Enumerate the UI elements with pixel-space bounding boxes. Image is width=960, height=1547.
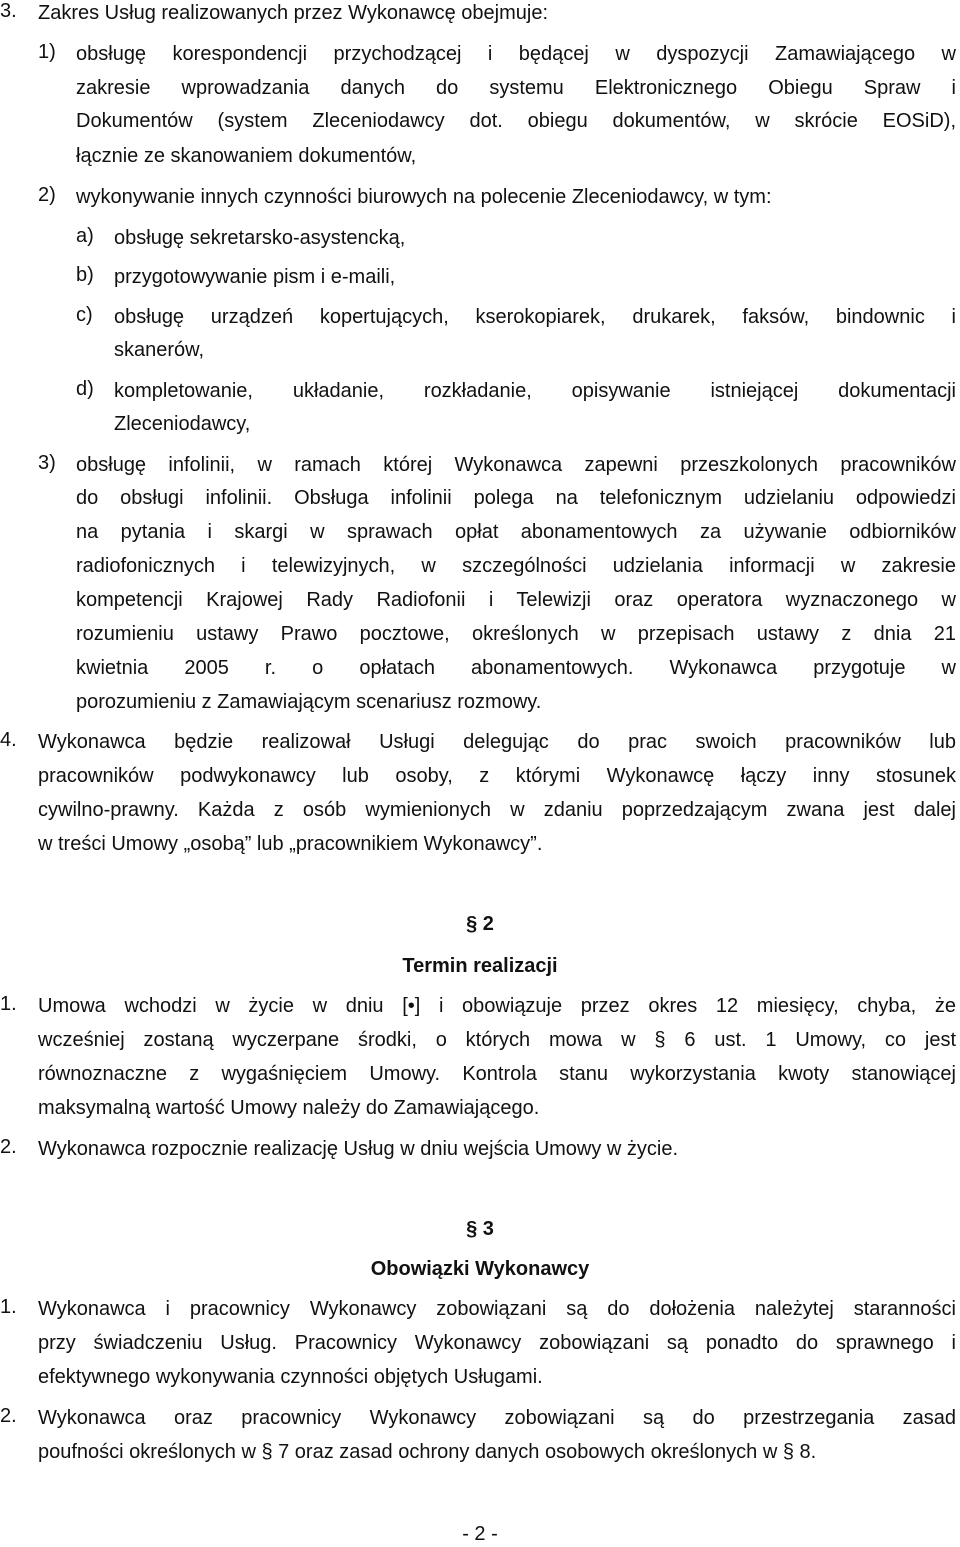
sublist-item: kompletowanie, układanie, rozkładanie, opisywanie istniejącej dokumentacji	[114, 380, 956, 402]
list-item-line: obsługę infolinii, w ramach której Wykonawca zapewni przeszkolonych pracowników	[76, 454, 956, 476]
list-item-line: do obsługi infolinii. Obsługa infolinii polega na telefonicznym udzielaniu odpowiedzi	[76, 487, 956, 509]
sublist-item: Zleceniodawcy,	[114, 413, 251, 435]
paragraph-line: Wykonawca i pracownicy Wykonawcy zobowiązani są do dołożenia należytej staranności	[38, 1298, 956, 1320]
list-item-line: zakresie wprowadzania danych do systemu Elektronicznego Obiegu Spraw i	[76, 77, 956, 99]
page-number: - 2 -	[462, 1523, 498, 1545]
paragraph-number: 3.	[0, 0, 17, 22]
list-item-line: wykonywanie innych czynności biurowych na polecenie Zleceniodawcy, w tym:	[76, 186, 772, 208]
list-item-line: Dokumentów (system Zleceniodawcy dot. obiegu dokumentów, w skrócie EOSiD),	[76, 110, 956, 132]
list-item-line: radiofonicznych i telewizyjnych, w szczególności udzielania informacji w zakresie	[76, 555, 956, 577]
sublist-item: obsługę sekretarsko-asystencką,	[114, 227, 406, 249]
sublist-letter: b)	[76, 264, 94, 286]
paragraph-line: efektywnego wykonywania czynności objętych Usługami.	[38, 1366, 543, 1388]
list-item-line: kwietnia 2005 r. o opłatach abonamentowych. Wykonawca przygotuje w	[76, 657, 956, 679]
paragraph-line: Wykonawca oraz pracownicy Wykonawcy zobowiązani są do przestrzegania zasad	[38, 1407, 956, 1429]
paragraph-line: maksymalną wartość Umowy należy do Zamawiającego.	[38, 1097, 540, 1119]
section-title: Obowiązki Wykonawcy	[370, 1258, 590, 1280]
section-number: § 2	[466, 913, 494, 935]
section-number: § 3	[466, 1218, 494, 1240]
sublist-item: obsługę urządzeń kopertujących, kserokopiarek, drukarek, faksów, bindownic i	[114, 306, 956, 328]
list-item-line: obsługę korespondencji przychodzącej i będącej w dyspozycji Zamawiającego w	[76, 43, 956, 65]
paragraph-line: wcześniej zostaną wyczerpane środki, o których mowa w § 6 ust. 1 Umowy, co jest	[38, 1029, 956, 1051]
list-item-line: łącznie ze skanowaniem dokumentów,	[76, 145, 417, 167]
paragraph-line: poufności określonych w § 7 oraz zasad ochrony danych osobowych określonych w § 8.	[38, 1441, 817, 1463]
paragraph-line: Wykonawca rozpocznie realizację Usług w dniu wejścia Umowy w życie.	[38, 1138, 679, 1160]
paragraph-line: w treści Umowy „osobą” lub „pracownikiem Wykonawcy”.	[38, 833, 543, 855]
paragraph-number: 1.	[0, 1296, 17, 1318]
paragraph-number: 1.	[0, 993, 17, 1015]
list-number: 1)	[38, 41, 56, 63]
paragraph-number: 2.	[0, 1405, 17, 1427]
list-item-line: rozumieniu ustawy Prawo pocztowe, określonych w przepisach ustawy z dnia 21	[76, 623, 956, 645]
list-number: 3)	[38, 452, 56, 474]
sublist-item: przygotowywanie pism i e-maili,	[114, 266, 396, 288]
paragraph-number: 4.	[0, 729, 17, 751]
paragraph-line: przy świadczeniu Usług. Pracownicy Wykonawcy zobowiązani są ponadto do sprawnego i	[38, 1332, 956, 1354]
section-title: Termin realizacji	[402, 955, 558, 977]
paragraph-line: Umowa wchodzi w życie w dniu [•] i obowiązuje przez okres 12 miesięcy, chyba, że	[38, 995, 956, 1017]
paragraph-line: Wykonawca będzie realizował Usługi delegując do prac swoich pracowników lub	[38, 731, 956, 753]
sublist-letter: c)	[76, 304, 93, 326]
paragraph-line: równoznaczne z wygaśnięciem Umowy. Kontrola stanu wykorzystania kwoty stanowiącej	[38, 1063, 956, 1085]
list-item-line: porozumieniu z Zamawiającym scenariusz rozmowy.	[76, 691, 542, 713]
paragraph-number: 2.	[0, 1136, 17, 1158]
list-number: 2)	[38, 184, 56, 206]
sublist-letter: a)	[76, 225, 94, 247]
list-item-line: na pytania i skargi w sprawach opłat abonamentowych za używanie odbiorników	[76, 521, 956, 543]
paragraph-text: Zakres Usług realizowanych przez Wykonawcę obejmuje:	[38, 2, 549, 24]
paragraph-line: pracowników podwykonawcy lub osoby, z którymi Wykonawcę łączy inny stosunek	[38, 765, 956, 787]
list-item-line: kompetencji Krajowej Rady Radiofonii i Telewizji oraz operatora wyznaczonego w	[76, 589, 956, 611]
paragraph-line: cywilno-prawny. Każda z osób wymienionych w zdaniu poprzedzającym zwana jest dalej	[38, 799, 956, 821]
sublist-item: skanerów,	[114, 339, 205, 361]
sublist-letter: d)	[76, 378, 94, 400]
